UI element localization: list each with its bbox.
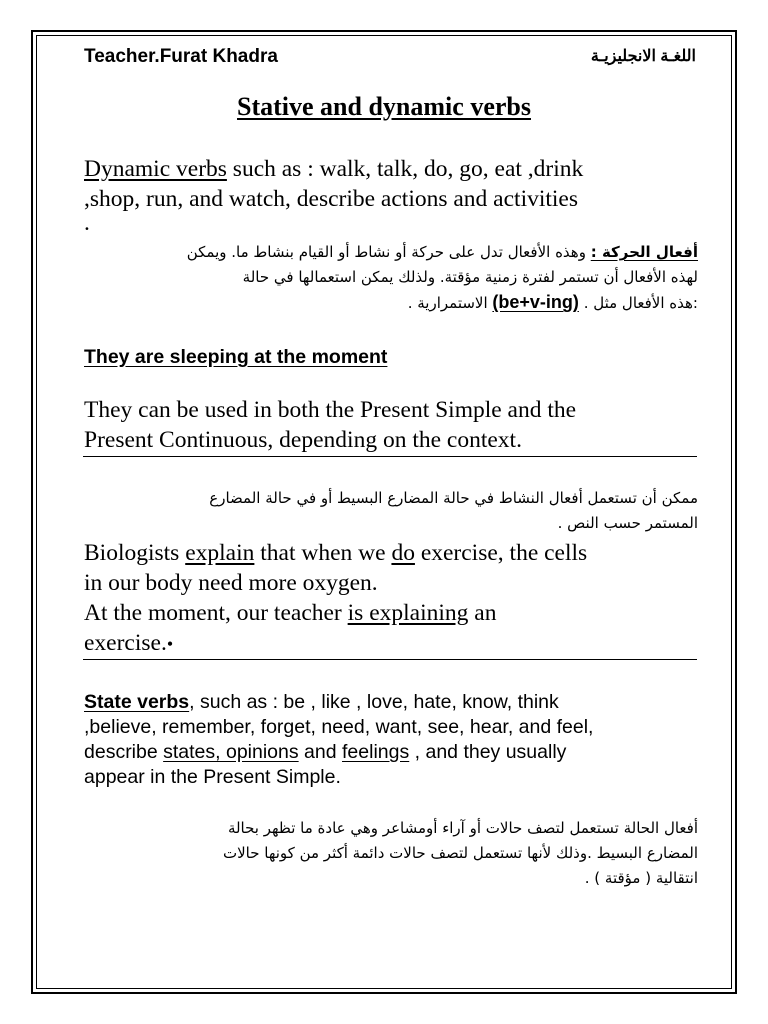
arabic-both-tenses: ممكن أن تستعمل أفعال النشاط في حالة المضارع البسيط أو في حالة المضارع المستمر حسب النص .	[209, 489, 698, 532]
state-verbs-term: State verbs	[84, 691, 190, 713]
divider-1	[83, 456, 697, 457]
dynamic-line-1: Dynamic verbs such as : walk, talk, do, go, eat ,drink	[84, 156, 584, 182]
subject-label: اللغـة الانجليزيـة	[590, 48, 696, 65]
dynamic-line-3: .	[84, 210, 90, 236]
arabic-dynamic-term: أفعال الحركة :	[590, 243, 698, 261]
divider-2	[83, 659, 697, 660]
be-v-ing-formula: (be+v-ing)	[492, 292, 579, 312]
state-verbs-paragraph: State verbs, such as : be , like , love, hate, know, think ,believe, remember, forget, need, want, see, hear, and feel, describe states, opinions and feelings , and they usually appear in the Present Simple.	[84, 691, 594, 788]
arabic-dynamic-explanation: أفعال الحركة : وهذه الأفعال تدل على حركة أو نشاط أو القيام بنشاط ما. ويمكن لهذه الأفعال أن تستمر لفترة زمنية مؤقتة. ولذلك يمكن استعمالها في حالة :هذه الأفعال مثل . (be+v-ing) الاستمرارية .	[186, 243, 698, 312]
page-title: Stative and dynamic verbs	[237, 92, 531, 121]
example-sentence-heading: They are sleeping at the moment	[84, 346, 388, 368]
bullet-mark: •	[166, 634, 174, 654]
dynamic-line-2: ,shop, run, and watch, describe actions and activities	[84, 186, 579, 212]
biologists-example: Biologists explain that when we do exercise, the cells in our body need more oxygen. At the moment, our teacher is explaining an exercise.•	[84, 540, 588, 656]
both-tenses-paragraph: They can be used in both the Present Simple and the Present Continuous, depending on the context.	[84, 397, 577, 453]
arabic-state-explanation: أفعال الحالة تستعمل لتصف حالات أو آراء أومشاعر وهي عادة ما تظهر بحالة المضارع البسيط .وذلك لأنها تستعمل لتصف حالات دائمة أكثر من كونها حالات انتقالية ( مؤقتة ) .	[222, 819, 698, 887]
dynamic-verbs-paragraph	[84, 154, 704, 236]
dynamic-verbs-term: Dynamic verbs	[84, 156, 227, 182]
teacher-name: Teacher.Furat Khadra	[84, 46, 278, 67]
